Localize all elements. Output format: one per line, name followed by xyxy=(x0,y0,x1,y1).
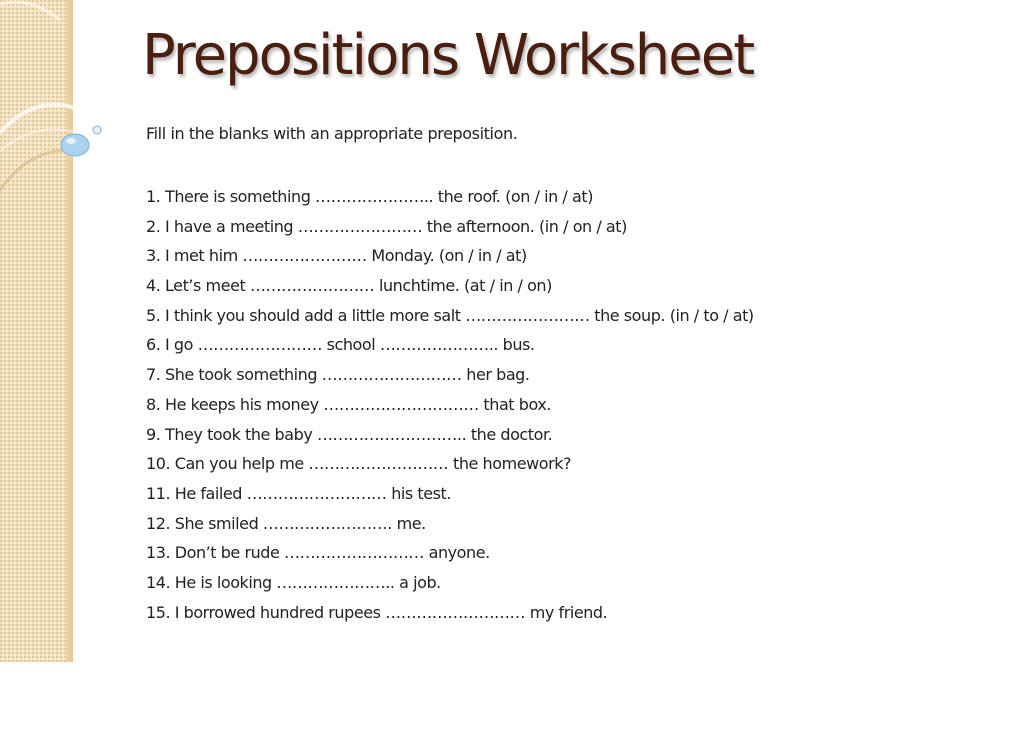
question-3: 3. I met him …………………… Monday. (on / in / at) xyxy=(146,246,527,266)
question-10: 10. Can you help me ……………………… the homework? xyxy=(146,454,572,474)
question-9: 9. They took the baby ……………………….. the doctor. xyxy=(146,424,553,444)
question-4: 4. Let’s meet …………………… lunchtime. (at / in / on) xyxy=(146,276,552,296)
question-15: 15. I borrowed hundred rupees ……………………… my friend. xyxy=(146,602,608,622)
page-title: Prepositions Worksheet xyxy=(142,23,754,88)
question-7: 7. She took something ……………………… her bag. xyxy=(146,365,530,385)
question-13: 13. Don’t be rude ……………………… anyone. xyxy=(146,543,490,563)
question-6: 6. I go …………………… school ………………….. bus. xyxy=(146,335,535,355)
question-list xyxy=(146,182,754,627)
decorative-arc-graphic xyxy=(0,0,150,260)
question-8: 8. He keeps his money ………………………… that box. xyxy=(146,394,551,414)
question-11: 11. He failed ……………………… his test. xyxy=(146,483,451,503)
instruction-text: Fill in the blanks with an appropriate preposition. xyxy=(146,124,518,143)
question-1: 1. There is something ………………….. the roof. (on / in / at) xyxy=(146,187,593,206)
question-14: 14. He is looking ………………….. a job. xyxy=(146,572,441,592)
blue-bubble-icon xyxy=(61,134,89,156)
question-5: 5. I think you should add a little more salt …………………… the soup. (in / to / at) xyxy=(146,305,754,325)
question-2: 2. I have a meeting …………………… the afternoon. (in / on / at) xyxy=(146,216,627,236)
question-12: 12. She smiled ……………………. me. xyxy=(146,513,426,533)
small-bubble-icon xyxy=(93,126,101,134)
